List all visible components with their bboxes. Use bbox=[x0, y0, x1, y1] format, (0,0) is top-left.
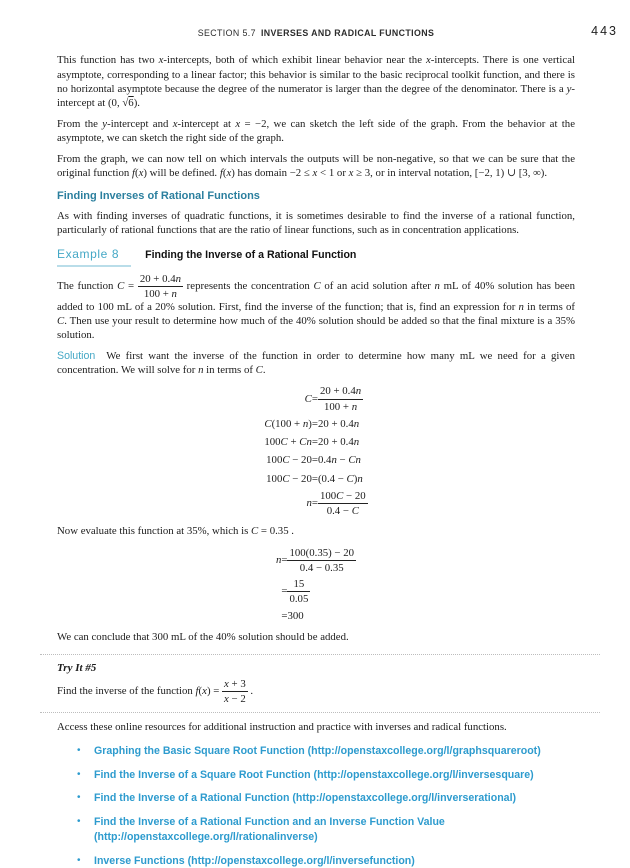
fraction-numerator: 15 bbox=[287, 578, 310, 592]
fraction-numerator: 20 + 0.4n bbox=[138, 273, 183, 287]
equation-rhs bbox=[287, 545, 356, 576]
section-label: SECTION 5.7 bbox=[197, 28, 256, 38]
equation-row bbox=[264, 451, 367, 469]
inline-fraction bbox=[222, 678, 248, 705]
paragraph-finding-inverses: As with finding inverses of quadratic functions, it is sometimes desirable to find the inverse of a rational function, particularly of rational functions that are the ratio of linear functions, such as in concentration applications. bbox=[57, 209, 575, 237]
example-8-header bbox=[57, 247, 575, 267]
fraction-denominator: 100 + n bbox=[143, 287, 177, 300]
fraction bbox=[287, 578, 310, 605]
bullet-icon: • bbox=[77, 792, 81, 804]
example-problem-paragraph bbox=[57, 273, 575, 343]
equation-lhs: C(100 + n) bbox=[264, 417, 312, 430]
try-it-text-pre: Find the inverse of the function f(x) = bbox=[57, 685, 223, 698]
equation-lhs: 100C + Cn bbox=[264, 436, 312, 448]
equation-rhs: 20 + 0.4n bbox=[317, 436, 360, 448]
equation-block-evaluate bbox=[276, 545, 356, 626]
equation-row bbox=[276, 607, 356, 625]
fraction-denominator: 0.4 − C bbox=[326, 505, 359, 518]
page-number: 443 bbox=[591, 24, 618, 38]
equals-sign: = bbox=[311, 454, 318, 467]
equation-rhs: 20 + 0.4n bbox=[317, 417, 360, 430]
equals-sign: = bbox=[281, 553, 288, 566]
inline-fraction bbox=[138, 273, 183, 300]
equation-row bbox=[264, 383, 367, 414]
resource-link-graphsquareroot[interactable]: Graphing the Basic Square Root Function (http://openstaxcollege.org/l/graphsquareroot) bbox=[94, 744, 541, 757]
bullet-icon: • bbox=[77, 744, 81, 756]
try-it-body bbox=[57, 678, 575, 705]
equals-sign: = bbox=[311, 472, 318, 485]
equals-sign: = bbox=[281, 609, 288, 622]
paragraph-intercepts: This function has two x-intercepts, both of which exhibit linear behavior near the x-intercepts. There is one vertical asymptote, corresponding to a linear factor; this behavior is similar to the basic reciprocal toolkit function, and there is no horizontal asymptote because the degree of the numerator is larger than the degree of the denominator. There is a y-intercept at (0, √6). bbox=[57, 54, 575, 110]
fraction-numerator: x + 3 bbox=[222, 678, 248, 692]
equation-lhs: 100C − 20 bbox=[266, 472, 312, 485]
example-title: Finding the Inverse of a Rational Function bbox=[145, 248, 357, 261]
equals-sign: = bbox=[311, 436, 318, 448]
equation-rhs bbox=[318, 383, 368, 414]
fraction-numerator: 20 + 0.4n bbox=[318, 385, 363, 399]
evaluate-intro-paragraph: Now evaluate this function at 35%, which is C = 0.35 . bbox=[57, 525, 294, 538]
equation-rhs: 300 bbox=[287, 609, 304, 622]
resource-link-inverserational[interactable]: Find the Inverse of a Rational Function (http://openstaxcollege.org/l/inverserational) bbox=[94, 792, 517, 805]
try-it-section bbox=[40, 654, 600, 714]
fraction bbox=[318, 490, 368, 517]
equation-row bbox=[276, 576, 356, 607]
resource-item bbox=[77, 744, 575, 758]
solution-label: Solution bbox=[57, 349, 96, 362]
resources-intro: Access these online resources for additional instruction and practice with inverses and radical functions. bbox=[57, 721, 507, 734]
equals-sign: = bbox=[311, 392, 318, 405]
example-body-post: represents the concentration C of an acid solution after n mL of 40% solution has been added to 100 mL of a 20% solution. First, find the inverse of the function; that is, find an expression for n in terms of C. Then use your result to determine how much of the 40% solution should be added so that the final mixture is a 35% solution. bbox=[57, 279, 575, 342]
solution-paragraph bbox=[57, 349, 575, 378]
equation-lhs: 100C − 20 bbox=[266, 454, 312, 467]
bullet-icon: • bbox=[77, 816, 81, 828]
try-it-text-post: . bbox=[247, 685, 254, 698]
equation-lhs: n bbox=[275, 553, 282, 566]
example-label: Example 8 bbox=[57, 247, 131, 267]
resource-item bbox=[77, 815, 575, 844]
paragraph-sketch: From the y-intercept and x-intercept at x = −2, we can sketch the left side of the graph. From the behavior at the asymptote, we can sketch the right side of the graph. bbox=[57, 117, 575, 145]
fraction-denominator: 0.05 bbox=[289, 592, 309, 605]
bullet-icon: • bbox=[77, 854, 81, 866]
resource-item bbox=[77, 791, 575, 805]
equation-lhs: n bbox=[306, 497, 312, 510]
resources-list bbox=[57, 744, 575, 868]
resource-link-inversesquare[interactable]: Find the Inverse of a Square Root Function (http://openstaxcollege.org/l/inversesquare) bbox=[94, 768, 534, 781]
equation-rhs: (0.4 − C)n bbox=[317, 472, 363, 485]
heading-finding-inverses: Finding Inverses of Rational Functions bbox=[57, 190, 260, 203]
bullet-icon: • bbox=[77, 768, 81, 780]
resource-item bbox=[77, 768, 575, 782]
equation-rhs: 0.4n − Cn bbox=[317, 454, 361, 467]
fraction-denominator: 0.4 − 0.35 bbox=[299, 561, 344, 574]
equation-rhs bbox=[318, 488, 368, 519]
fraction-numerator: 100C − 20 bbox=[318, 490, 368, 504]
fraction-denominator: x − 2 bbox=[224, 693, 246, 706]
conclusion-paragraph: We can conclude that 300 mL of the 40% solution should be added. bbox=[57, 631, 349, 644]
try-it-title: Try It #5 bbox=[57, 661, 97, 674]
equation-rhs bbox=[287, 576, 356, 607]
equation-row bbox=[276, 545, 356, 576]
fraction-numerator: 100(0.35) − 20 bbox=[287, 547, 356, 561]
equation-row bbox=[264, 470, 367, 488]
section-title: INVERSES AND RADICAL FUNCTIONS bbox=[260, 28, 435, 38]
resource-link-rationalinverse[interactable]: Find the Inverse of a Rational Function and an Inverse Function Value (http://openstaxcollege.org/l/rationalinverse) bbox=[94, 816, 445, 843]
equation-lhs: C bbox=[304, 392, 312, 405]
fraction bbox=[318, 385, 363, 412]
equals-sign: = bbox=[311, 417, 318, 430]
equals-sign: = bbox=[311, 497, 318, 510]
fraction-denominator: 100 + n bbox=[324, 400, 358, 413]
paragraph-domain: From the graph, we can now tell on which intervals the outputs will be non-negative, so that we can be sure that the original function f(x) will be defined. f(x) has domain −2 ≤ x < 1 or x ≥ 3, or in interval notation, [−2, 1) ∪ [3, ∞). bbox=[57, 152, 575, 179]
resource-item bbox=[77, 854, 575, 868]
solution-text: We first want the inverse of the function in order to determine how many mL we need for a given concentration. We will solve for n in terms of C. bbox=[57, 349, 575, 377]
example-body-pre: The function C = bbox=[57, 279, 138, 292]
equals-sign: = bbox=[281, 585, 288, 598]
equation-row bbox=[264, 433, 367, 451]
resource-link-inversefunction[interactable]: Inverse Functions (http://openstaxcollege.org/l/inversefunction) bbox=[94, 854, 415, 867]
equation-block-solve bbox=[264, 383, 367, 519]
page-header bbox=[57, 24, 618, 40]
fraction bbox=[287, 547, 356, 574]
equation-row bbox=[264, 415, 367, 433]
equation-row bbox=[264, 488, 367, 519]
